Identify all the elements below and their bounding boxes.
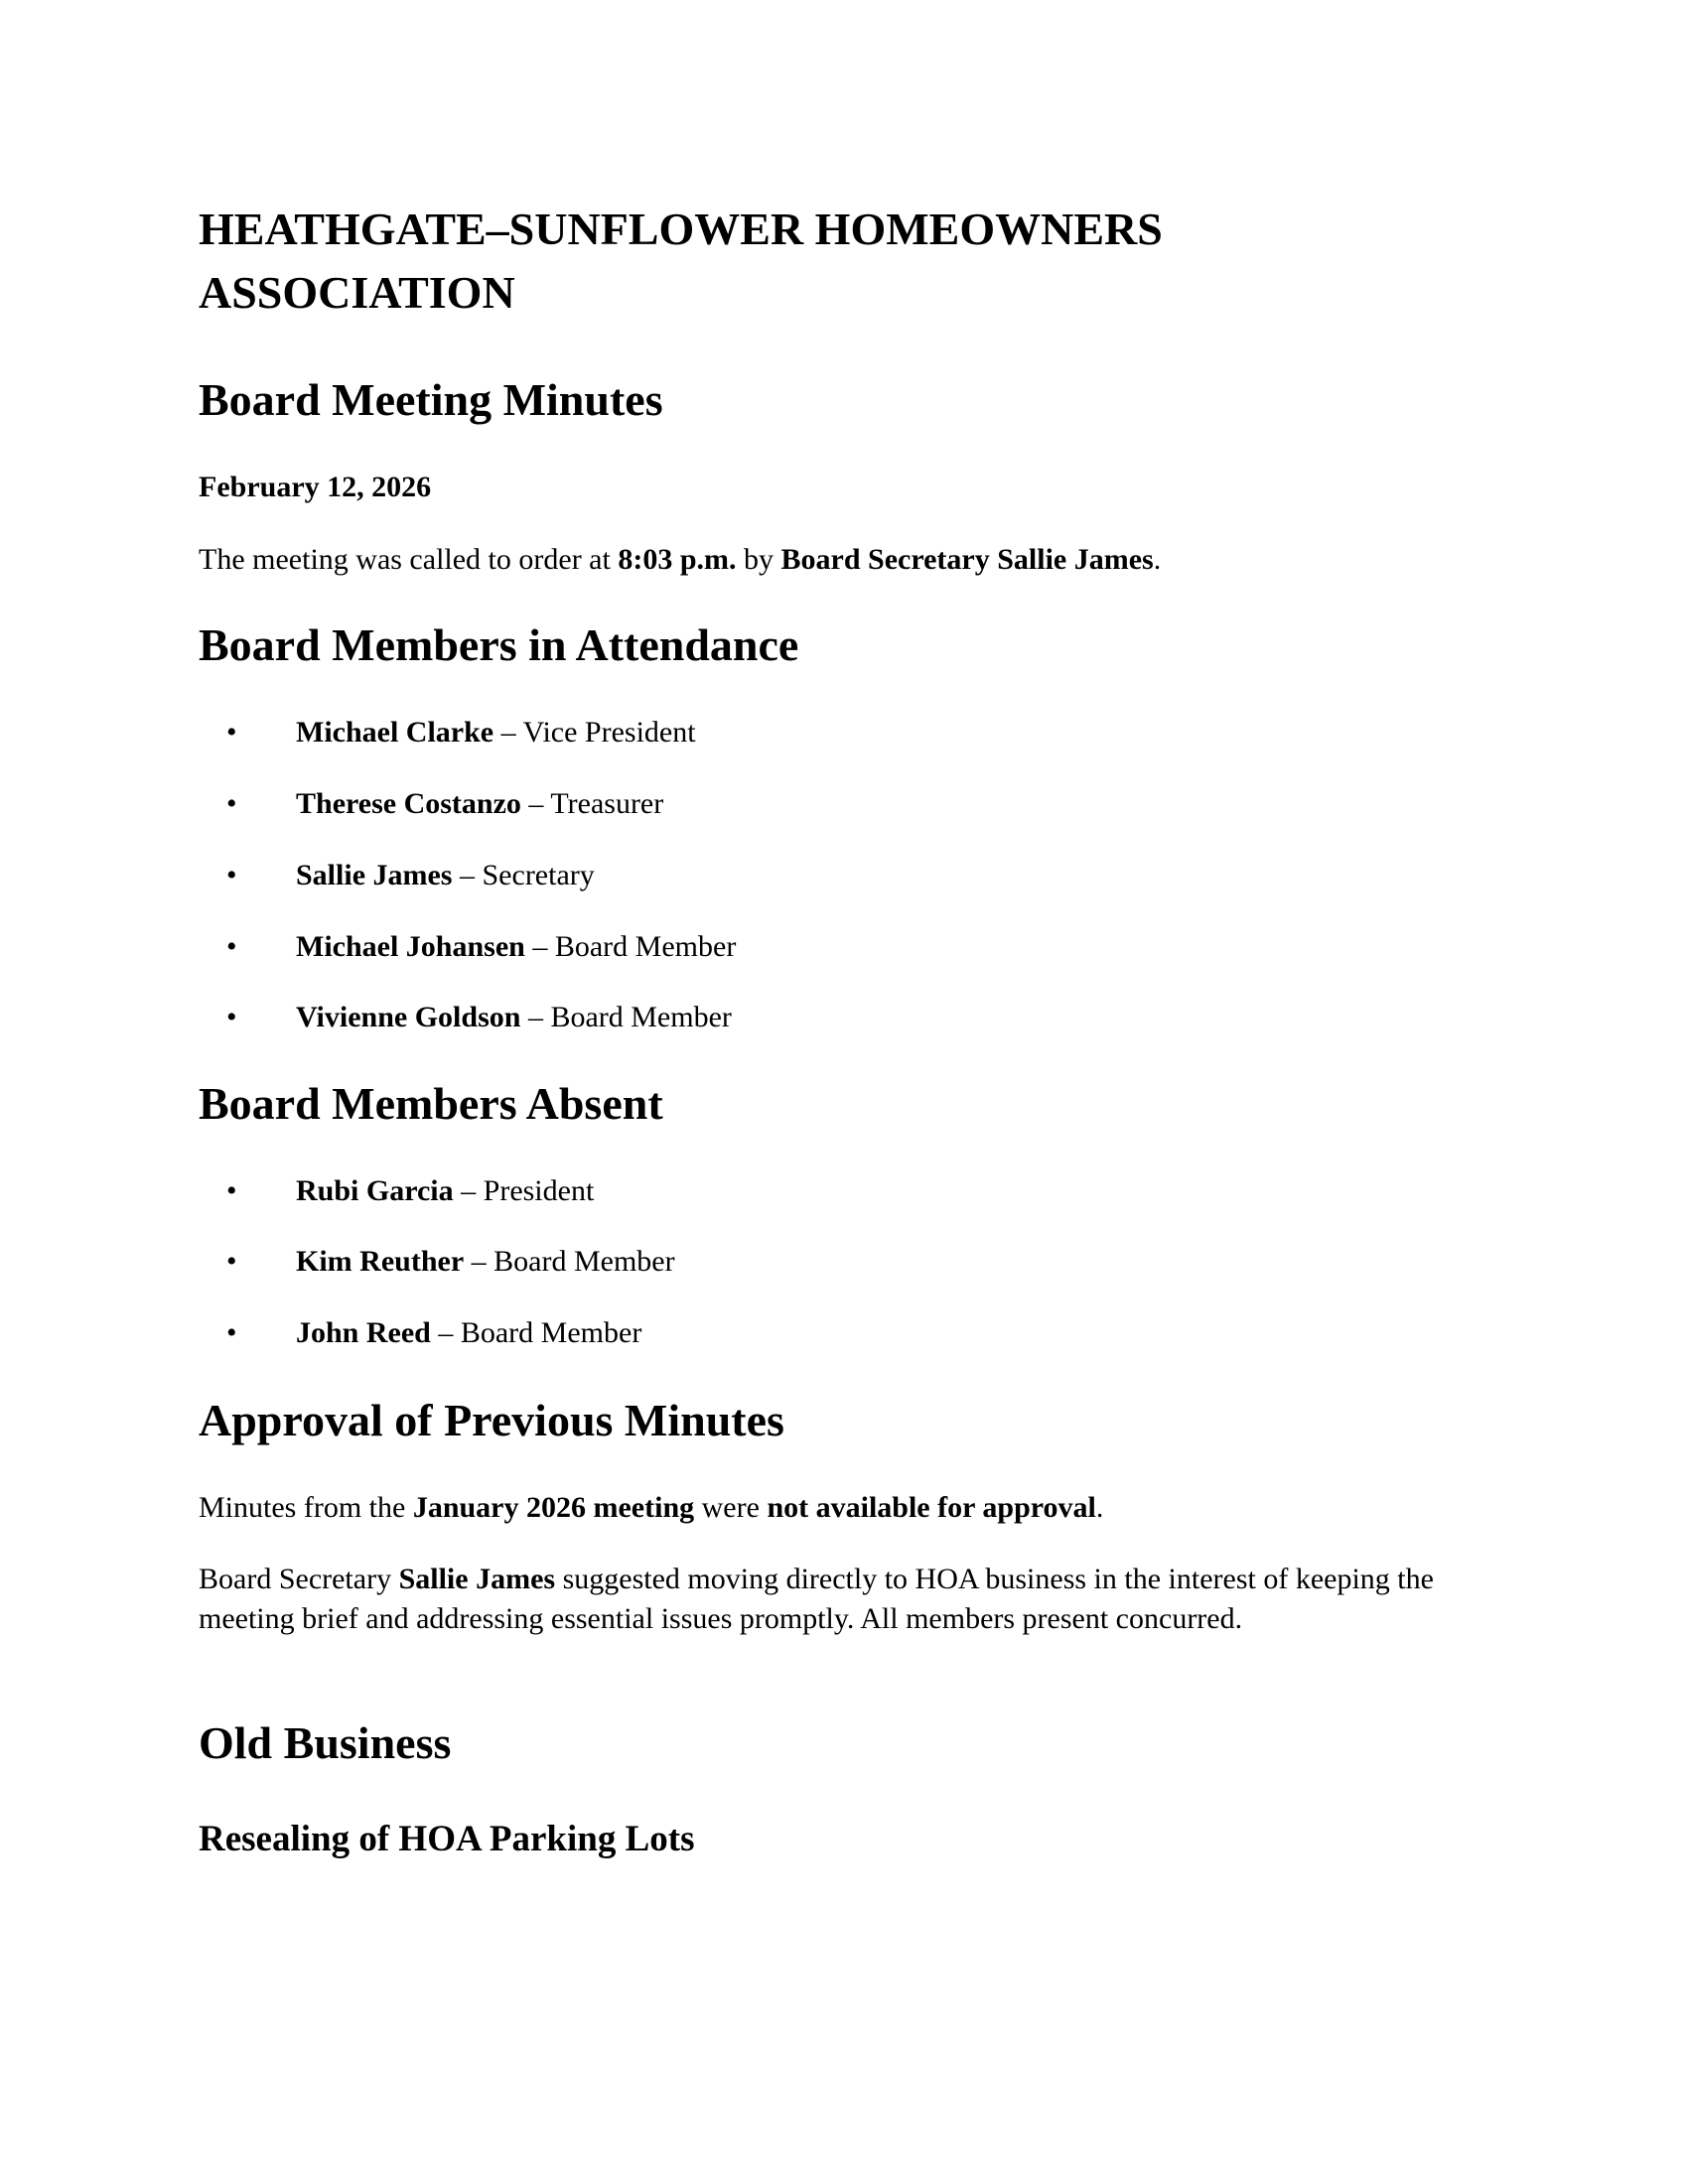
- text-emphasis: January 2026 meeting: [412, 1491, 695, 1524]
- approval-paragraph-1: [199, 1488, 1103, 1528]
- member-role: – Board Member: [524, 930, 737, 963]
- list-item: [226, 1242, 675, 1282]
- member-name: Therese Costanzo: [296, 787, 521, 820]
- member-name: Kim Reuther: [296, 1245, 465, 1278]
- text-segment: Board Secretary: [199, 1563, 399, 1595]
- bullet-icon: •: [226, 716, 237, 749]
- member-name: John Reed: [296, 1316, 431, 1349]
- call-to-order-suffix: .: [1153, 543, 1162, 576]
- member-name: Rubi Garcia: [296, 1174, 454, 1207]
- bullet-icon: •: [226, 1245, 237, 1278]
- old-business-heading: Old Business: [199, 1717, 452, 1768]
- list-item: [226, 856, 595, 895]
- old-business-subheading: Resealing of HOA Parking Lots: [199, 1819, 695, 1859]
- bullet-icon: •: [226, 930, 237, 963]
- member-role: – Board Member: [520, 1001, 732, 1033]
- member-name: Vivienne Goldson: [296, 1001, 521, 1033]
- text-emphasis: not available for approval: [767, 1491, 1096, 1524]
- call-to-order-caller: Board Secretary Sallie James: [780, 543, 1154, 576]
- bullet-icon: •: [226, 1316, 237, 1349]
- member-role: – Secretary: [452, 859, 595, 891]
- member-name: Michael Clarke: [296, 716, 494, 749]
- text-segment: were: [694, 1491, 768, 1524]
- list-item: [226, 998, 732, 1037]
- list-item: [226, 713, 696, 752]
- call-to-order-paragraph: [199, 540, 1161, 580]
- member-role: – Vice President: [493, 716, 696, 749]
- document-title: Board Meeting Minutes: [199, 374, 663, 425]
- member-role: – Board Member: [430, 1316, 642, 1349]
- call-to-order-prefix: The meeting was called to order at: [199, 543, 619, 576]
- bullet-icon: •: [226, 1174, 237, 1207]
- approval-heading: Approval of Previous Minutes: [199, 1395, 784, 1445]
- call-to-order-middle: by: [736, 543, 781, 576]
- call-to-order-time: 8:03 p.m.: [618, 543, 737, 576]
- member-name: Sallie James: [296, 859, 453, 891]
- text-segment: Minutes from the: [199, 1491, 413, 1524]
- bullet-icon: •: [226, 1001, 237, 1033]
- list-item: [226, 1313, 641, 1353]
- list-item: [226, 1171, 594, 1211]
- attendance-heading: Board Members in Attendance: [199, 619, 799, 670]
- member-role: – Treasurer: [520, 787, 664, 820]
- text-emphasis: Sallie James: [398, 1563, 556, 1595]
- list-item: [226, 784, 663, 824]
- meeting-date: February 12, 2026: [199, 471, 432, 503]
- absent-heading: Board Members Absent: [199, 1078, 663, 1129]
- organization-title: HEATHGATE–SUNFLOWER HOMEOWNERS ASSOCIATION: [199, 204, 1163, 318]
- bullet-icon: •: [226, 787, 237, 820]
- approval-paragraph-2: [199, 1560, 1435, 1639]
- member-name: Michael Johansen: [296, 930, 525, 963]
- member-role: – Board Member: [464, 1245, 675, 1278]
- bullet-icon: •: [226, 859, 237, 891]
- text-segment: suggested moving directly to HOA business in the interest of keeping the meeting brief and addressing essential issues promptly. All members present concurred.: [199, 1563, 1434, 1635]
- text-segment: .: [1095, 1491, 1104, 1524]
- member-role: – President: [453, 1174, 595, 1207]
- list-item: [226, 927, 736, 967]
